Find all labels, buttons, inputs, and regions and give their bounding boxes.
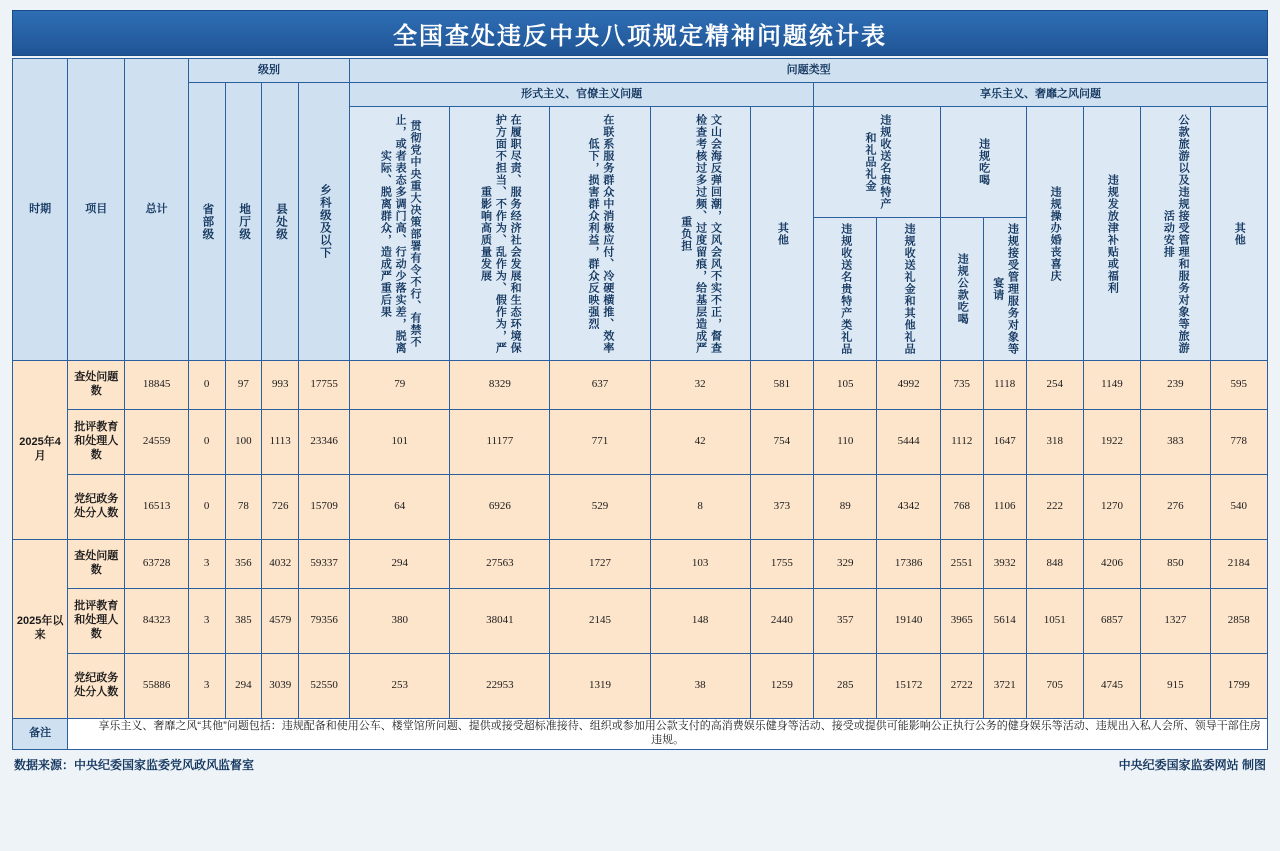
cell-formalism-2: 27563: [450, 540, 550, 589]
header-hedonism-col-weddings: 违规操办婚丧喜庆: [1026, 107, 1083, 361]
cell-banquets: 3721: [983, 654, 1026, 719]
cell-formalism-1: 294: [350, 540, 450, 589]
row-item-label: 查处问题数: [68, 361, 125, 410]
cell-public-dining: 3965: [940, 589, 983, 654]
cell-allowances: 4206: [1083, 540, 1140, 589]
cell-allowances: 6857: [1083, 589, 1140, 654]
header-formalism-group: 形式主义、官僚主义问题: [350, 83, 814, 107]
cell-level-1: 3: [188, 589, 225, 654]
cell-hedonism-other: 2184: [1210, 540, 1267, 589]
cell-level-4: 23346: [299, 410, 350, 475]
header-formalism-col-4: 文山会海反弹回潮，文风会风不实不正，督查检查考核过多过频、过度留痕，给基层造成严重负担: [650, 107, 750, 361]
header-hedonism-group: 享乐主义、奢靡之风问题: [814, 83, 1268, 107]
header-formalism-col-other: 其他: [750, 107, 813, 361]
cell-banquets: 1118: [983, 361, 1026, 410]
cell-level-3: 1113: [262, 410, 299, 475]
cell-level-1: 3: [188, 540, 225, 589]
header-formalism-col-3: 在联系服务群众中消极应付、冷硬横推、效率低下，损害群众利益，群众反映强烈: [550, 107, 650, 361]
row-item-label: 查处问题数: [68, 540, 125, 589]
cell-formalism-other: 2440: [750, 589, 813, 654]
header-level-sheng: 省部级: [188, 83, 225, 361]
cell-weddings: 222: [1026, 475, 1083, 540]
cell-gift-money: 4992: [877, 361, 940, 410]
cell-formalism-other: 1755: [750, 540, 813, 589]
page-title: 全国查处违反中央八项规定精神问题统计表: [393, 23, 887, 50]
note-text: 享乐主义、奢靡之风“其他”问题包括：违规配备和使用公车、楼堂馆所问题、提供或接受超标准接待、组织或参加用公款支付的高消费娱乐健身等活动、接受或提供可能影响公正执行公务的健身娱乐等活动、违规出入私人会所、领导干部住房违规。: [68, 719, 1268, 750]
cell-formalism-3: 1727: [550, 540, 650, 589]
header-hedonism-col-allowances: 违规发放津补贴或福利: [1083, 107, 1140, 361]
cell-level-4: 59337: [299, 540, 350, 589]
row-item-label: 批评教育和处理人数: [68, 589, 125, 654]
header-hedonism-sub-gift-money: 违规收送礼金和其他礼品: [877, 218, 940, 361]
cell-weddings: 1051: [1026, 589, 1083, 654]
cell-public-dining: 2551: [940, 540, 983, 589]
cell-weddings: 318: [1026, 410, 1083, 475]
table-row: [13, 589, 1268, 654]
header-hedonism-sub-gift-specialty: 违规收送名贵特产类礼品: [814, 218, 877, 361]
row-period-2025-ytd: 2025年以来: [13, 540, 68, 719]
table-row: [13, 361, 1268, 410]
cell-banquets: 5614: [983, 589, 1026, 654]
cell-level-2: 356: [225, 540, 262, 589]
cell-travel: 850: [1141, 540, 1210, 589]
cell-gift-specialty: 105: [814, 361, 877, 410]
cell-gift-specialty: 357: [814, 589, 877, 654]
header-formalism-col-1: 贯彻党中央重大决策部署有令不行、有禁不止，或者表态多调门高、行动少落实差，脱离实际、脱离群众，造成严重后果: [350, 107, 450, 361]
chart-credit: 中央纪委国家监委网站 制图: [1118, 757, 1266, 772]
header-hedonism-sub-banquets: 违规接受管理服务对象等宴请: [983, 218, 1026, 361]
data-source: 数据来源：中央纪委国家监委党风政风监督室: [14, 757, 255, 772]
cell-travel: 383: [1141, 410, 1210, 475]
page-footer: [12, 750, 1268, 773]
table-row: [13, 540, 1268, 589]
cell-formalism-2: 22953: [450, 654, 550, 719]
cell-public-dining: 735: [940, 361, 983, 410]
header-row-subgroups: [13, 83, 1268, 107]
cell-total: 18845: [125, 361, 188, 410]
cell-level-1: 0: [188, 361, 225, 410]
cell-allowances: 1922: [1083, 410, 1140, 475]
cell-level-4: 79356: [299, 589, 350, 654]
cell-formalism-2: 8329: [450, 361, 550, 410]
cell-formalism-3: 529: [550, 475, 650, 540]
cell-gift-specialty: 110: [814, 410, 877, 475]
cell-gift-money: 4342: [877, 475, 940, 540]
cell-formalism-other: 1259: [750, 654, 813, 719]
cell-total: 84323: [125, 589, 188, 654]
cell-hedonism-other: 595: [1210, 361, 1267, 410]
cell-level-3: 4032: [262, 540, 299, 589]
cell-formalism-4: 32: [650, 361, 750, 410]
header-problem-type-group: 问题类型: [350, 59, 1268, 83]
header-hedonism-col-travel: 公款旅游以及违规接受管理和服务对象等旅游活动安排: [1141, 107, 1210, 361]
table-row: [13, 410, 1268, 475]
cell-formalism-1: 64: [350, 475, 450, 540]
cell-formalism-3: 2145: [550, 589, 650, 654]
header-level-xianchu: 县处级: [262, 83, 299, 361]
cell-formalism-2: 6926: [450, 475, 550, 540]
cell-hedonism-other: 1799: [1210, 654, 1267, 719]
cell-weddings: 705: [1026, 654, 1083, 719]
cell-weddings: 848: [1026, 540, 1083, 589]
cell-public-dining: 1112: [940, 410, 983, 475]
cell-level-3: 726: [262, 475, 299, 540]
table-row: [13, 654, 1268, 719]
cell-formalism-1: 380: [350, 589, 450, 654]
page-title-bar: [12, 10, 1268, 56]
cell-public-dining: 2722: [940, 654, 983, 719]
cell-formalism-4: 8: [650, 475, 750, 540]
cell-banquets: 3932: [983, 540, 1026, 589]
cell-level-2: 385: [225, 589, 262, 654]
row-item-label: 批评教育和处理人数: [68, 410, 125, 475]
cell-level-4: 15709: [299, 475, 350, 540]
header-row-groups: [13, 59, 1268, 83]
cell-travel: 276: [1141, 475, 1210, 540]
cell-allowances: 1149: [1083, 361, 1140, 410]
row-period-2025-04: 2025年4月: [13, 361, 68, 540]
cell-formalism-3: 637: [550, 361, 650, 410]
cell-gift-money: 19140: [877, 589, 940, 654]
cell-allowances: 1270: [1083, 475, 1140, 540]
cell-formalism-2: 11177: [450, 410, 550, 475]
row-item-label: 党纪政务处分人数: [68, 475, 125, 540]
cell-hedonism-other: 540: [1210, 475, 1267, 540]
header-hedonism-col-gifts: 违规收送名贵特产和礼品礼金: [814, 107, 941, 218]
cell-banquets: 1647: [983, 410, 1026, 475]
cell-banquets: 1106: [983, 475, 1026, 540]
header-item: 项目: [68, 59, 125, 361]
header-period: 时期: [13, 59, 68, 361]
cell-formalism-1: 79: [350, 361, 450, 410]
cell-formalism-4: 42: [650, 410, 750, 475]
cell-formalism-other: 373: [750, 475, 813, 540]
cell-level-1: 0: [188, 410, 225, 475]
cell-level-4: 17755: [299, 361, 350, 410]
cell-formalism-4: 103: [650, 540, 750, 589]
note-label: 备注: [13, 719, 68, 750]
header-hedonism-col-other: 其他: [1210, 107, 1267, 361]
cell-formalism-3: 1319: [550, 654, 650, 719]
cell-allowances: 4745: [1083, 654, 1140, 719]
cell-travel: 1327: [1141, 589, 1210, 654]
cell-gift-money: 15172: [877, 654, 940, 719]
cell-formalism-1: 253: [350, 654, 450, 719]
row-item-label: 党纪政务处分人数: [68, 654, 125, 719]
cell-total: 63728: [125, 540, 188, 589]
statistics-table: [12, 58, 1268, 750]
header-total: 总计: [125, 59, 188, 361]
cell-gift-specialty: 329: [814, 540, 877, 589]
cell-formalism-1: 101: [350, 410, 450, 475]
cell-level-4: 52550: [299, 654, 350, 719]
cell-gift-specialty: 285: [814, 654, 877, 719]
cell-level-2: 97: [225, 361, 262, 410]
header-formalism-col-2: 在履职尽责、服务经济社会发展和生态环境保护方面不担当、不作为、乱作为、假作为，严重影响高质量发展: [450, 107, 550, 361]
header-hedonism-col-dining: 违规吃喝: [940, 107, 1026, 218]
cell-level-2: 294: [225, 654, 262, 719]
cell-gift-money: 5444: [877, 410, 940, 475]
note-row: [13, 719, 1268, 750]
header-level-diting: 地厅级: [225, 83, 262, 361]
cell-hedonism-other: 2858: [1210, 589, 1267, 654]
table-row: [13, 475, 1268, 540]
cell-weddings: 254: [1026, 361, 1083, 410]
header-level-group: 级别: [188, 59, 349, 83]
cell-level-1: 0: [188, 475, 225, 540]
cell-level-1: 3: [188, 654, 225, 719]
cell-formalism-3: 771: [550, 410, 650, 475]
cell-public-dining: 768: [940, 475, 983, 540]
header-hedonism-sub-public-dining: 违规公款吃喝: [940, 218, 983, 361]
cell-hedonism-other: 778: [1210, 410, 1267, 475]
cell-formalism-other: 581: [750, 361, 813, 410]
cell-total: 55886: [125, 654, 188, 719]
cell-total: 16513: [125, 475, 188, 540]
cell-formalism-2: 38041: [450, 589, 550, 654]
cell-travel: 239: [1141, 361, 1210, 410]
cell-level-3: 4579: [262, 589, 299, 654]
cell-level-2: 100: [225, 410, 262, 475]
cell-level-3: 993: [262, 361, 299, 410]
cell-formalism-other: 754: [750, 410, 813, 475]
cell-travel: 915: [1141, 654, 1210, 719]
cell-gift-money: 17386: [877, 540, 940, 589]
cell-level-3: 3039: [262, 654, 299, 719]
cell-total: 24559: [125, 410, 188, 475]
cell-formalism-4: 148: [650, 589, 750, 654]
cell-formalism-4: 38: [650, 654, 750, 719]
header-level-xiangke: 乡科级及以下: [299, 83, 350, 361]
cell-gift-specialty: 89: [814, 475, 877, 540]
cell-level-2: 78: [225, 475, 262, 540]
